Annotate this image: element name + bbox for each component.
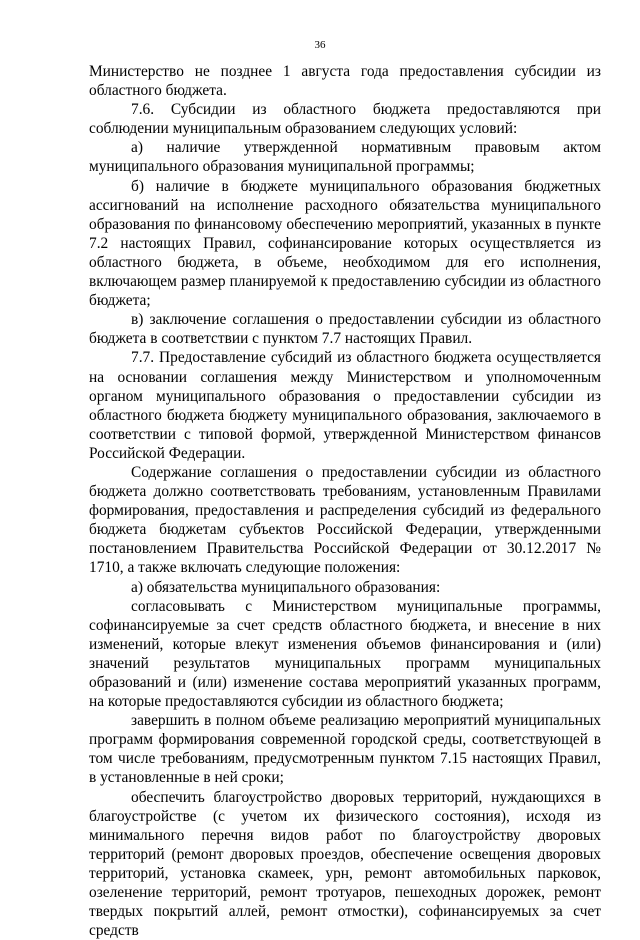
paragraph-7-6-a: а) наличие утвержденной нормативным правовым актом муниципального образования муниципальной программы;: [89, 139, 601, 176]
paragraph-obligation-coordinate: согласовывать с Министерством муниципальные программы, софинансируемые за счет средств областного бюджета, и внесение в них изменений, которые влекут изменения объемов финансирования и (или) значений результатов муниципальных программ муниципальных образований и (или) изменение состава мероприятий указанных программ, на которые предоставляются субсидии из областного бюджета;: [89, 597, 601, 711]
paragraph-7-6-v: в) заключение соглашения о предоставлении субсидии из областного бюджета в соответствии с пунктом 7.7 настоящих Правил.: [89, 311, 601, 348]
paragraph-7-7: 7.7. Предоставление субсидий из областного бюджета осуществляется на основании соглашения между Министерством и уполномоченным органом муниципального образования о предоставлении субсидии из областного бюджета бюджету муниципального образования, заключаемого в соответствии с типовой формой, утвержденной Министерством финансов Российской Федерации.: [89, 349, 601, 462]
paragraph-obligations-heading: а) обязательства муниципального образования:: [131, 578, 441, 596]
paragraph-7-6-b: б) наличие в бюджете муниципального образования бюджетных ассигнований на исполнение расходного обязательства муниципального образования по финансовому обеспечению мероприятий, указанных в пункте 7.2 настоящих Правил, софинансирование которых осуществляется из областного бюджета, в объеме, необходимом для его исполнения, включающем размер планируемой к предоставлению субсидии из областного бюджета;: [89, 177, 601, 310]
paragraph-agreement-content: Содержание соглашения о предоставлении субсидии из областного бюджета должно соответствовать требованиям, установленным Правилами формирования, предоставления и распределения субсидий из федерального бюджета бюджетам субъектов Российской Федерации, утвержденными постановлением Правительства Российской Федерации от 30.12.2017 № 1710, а также включать следующие положения:: [89, 463, 601, 577]
paragraph-obligation-improvement: обеспечить благоустройство дворовых территорий, нуждающихся в благоустройстве (с учетом их физического состояния), исходя из минимального перечня видов работ по благоустройству дворовых территорий (ремонт дворовых проездов, обеспечение освещения дворовых территорий, установка скамеек, урн, ремонт автомобильных парковок, озеленение территорий, ремонт тротуаров, пешеходных дорожек, ремонт твердых покрытий аллей, ремонт отмостки), софинансируемых за счет средств: [89, 788, 601, 940]
paragraph-7-6: 7.6. Субсидии из областного бюджета предоставляются при соблюдении муниципальным образованием следующих условий:: [89, 101, 601, 138]
paragraph-obligation-complete: завершить в полном объеме реализацию мероприятий муниципальных программ формирования современной городской среды, соответствующей в том числе требованиям, предусмотренным пунктом 7.15 настоящих Правил, в установленные в ней сроки;: [89, 712, 601, 787]
page-number: 36: [314, 39, 326, 51]
document-body: [89, 62, 601, 940]
paragraph-continuation: Министерство не позднее 1 августа года предоставления субсидии из областного бюджета.: [89, 63, 601, 100]
